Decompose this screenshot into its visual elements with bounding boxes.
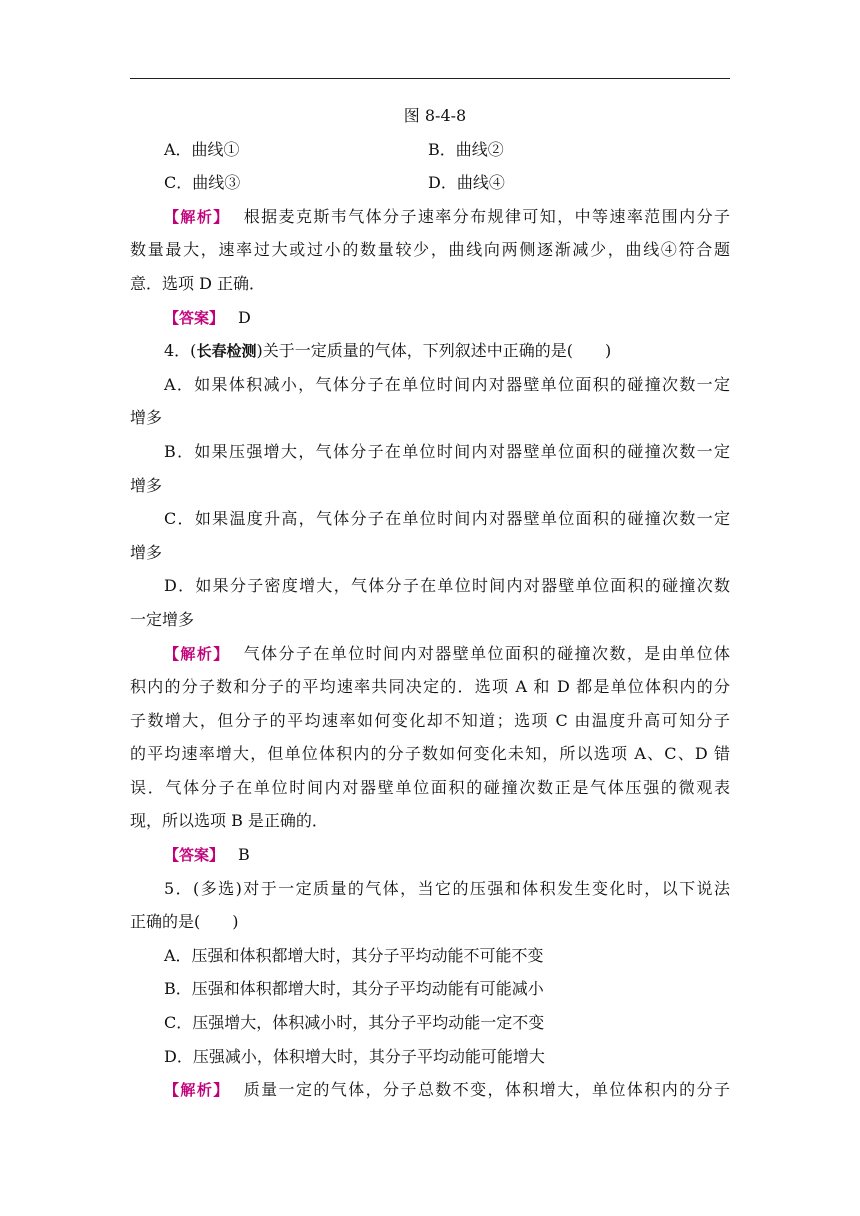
q5-analysis-line [130, 1073, 730, 1107]
q4-answer-line [130, 838, 730, 872]
q5-option-a: A．压强和体积都增大时，其分子平均动能不可能不变 [164, 945, 544, 965]
q3-option-a: A．曲线① [164, 139, 240, 159]
q4-analysis-line: 的平均速率增大，但单位体积内的分子数如何变化未知，所以选项 A、C、D 错 [130, 744, 730, 764]
q3-option-c: C．曲线③ [164, 173, 241, 193]
q4-analysis-line: 现，所以选项 B 是正确的． [130, 811, 328, 831]
q4-analysis-line: 积内的分子数和分子的平均速率共同决定的．选项 A 和 D 都是单位体积内的分 [130, 677, 730, 697]
q4-option-c-cont: 增多 [130, 542, 163, 562]
q4-analysis-line: 误．气体分子在单位时间内对器壁单位面积的碰撞次数正是气体压强的微观表 [130, 777, 730, 797]
q4-source: 长春检测 [196, 342, 257, 361]
q4-option-d-cont: 一定增多 [130, 609, 195, 629]
page-content [130, 99, 730, 1107]
q4-stem-text: )关于一定质量的气体，下列叙述中正确的是( ) [256, 341, 612, 361]
q5-stem-cont: 正确的是( ) [130, 912, 239, 932]
analysis-tag: 【解析】 [164, 1081, 230, 1100]
q5-stem: 5．(多选)对于一定质量的气体，当它的压强和体积发生变化时，以下说法 [164, 878, 730, 898]
answer-tag: 【答案】 [164, 308, 225, 327]
q3-analysis-line [130, 200, 730, 234]
q3-analysis-line: 数量最大，速率过大或过小的数量较少，曲线向两侧逐渐减少，曲线④符合题 [130, 240, 730, 260]
q3-answer-line [130, 301, 730, 335]
q3-options-row-1 [130, 133, 730, 167]
figure-caption: 图 8-4-8 [403, 106, 467, 125]
q3-option-b: B．曲线② [428, 139, 504, 159]
q5-option-d: D．压强减小，体积增大时，其分子平均动能可能增大 [164, 1046, 545, 1066]
answer-tag: 【答案】 [164, 846, 225, 865]
q4-option-c: C．如果温度升高，气体分子在单位时间内对器壁单位面积的碰撞次数一定 [164, 509, 730, 529]
q5-option-c: C．压强增大，体积减小时，其分子平均动能一定不变 [164, 1013, 545, 1033]
analysis-tag: 【解析】 [164, 644, 230, 663]
q3-option-d: D．曲线④ [428, 173, 505, 193]
q4-option-b-cont: 增多 [130, 475, 163, 495]
q4-analysis-text: 气体分子在单位时间内对器壁单位面积的碰撞次数，是由单位体 [243, 643, 730, 663]
analysis-tag: 【解析】 [164, 207, 230, 226]
q4-stem [130, 334, 730, 368]
q4-prefix: 4．( [164, 341, 197, 361]
q3-answer-value: D [238, 307, 251, 327]
q4-answer-value: B [238, 845, 250, 865]
q3-analysis-text: 根据麦克斯韦气体分子速率分布规律可知，中等速率范围内分子 [243, 206, 730, 226]
q3-analysis-line: 意．选项 D 正确． [130, 273, 266, 293]
q4-option-a: A．如果体积减小，气体分子在单位时间内对器壁单位面积的碰撞次数一定 [164, 374, 730, 394]
q4-analysis-line [130, 637, 730, 671]
q4-option-b: B．如果压强增大，气体分子在单位时间内对器壁单位面积的碰撞次数一定 [164, 441, 730, 461]
q4-analysis-line: 子数增大，但分子的平均速率如何变化却不知道；选项 C 由温度升高可知分子 [130, 710, 730, 730]
q5-analysis-text: 质量一定的气体，分子总数不变，体积增大，单位体积内的分子 [243, 1080, 730, 1100]
q3-options-row-2 [130, 166, 730, 200]
q5-option-b: B．压强和体积都增大时，其分子平均动能有可能减小 [164, 979, 544, 999]
q4-option-d: D．如果分子密度增大，气体分子在单位时间内对器壁单位面积的碰撞次数 [164, 576, 730, 596]
q4-option-a-cont: 增多 [130, 408, 163, 428]
header-rule [130, 78, 730, 79]
